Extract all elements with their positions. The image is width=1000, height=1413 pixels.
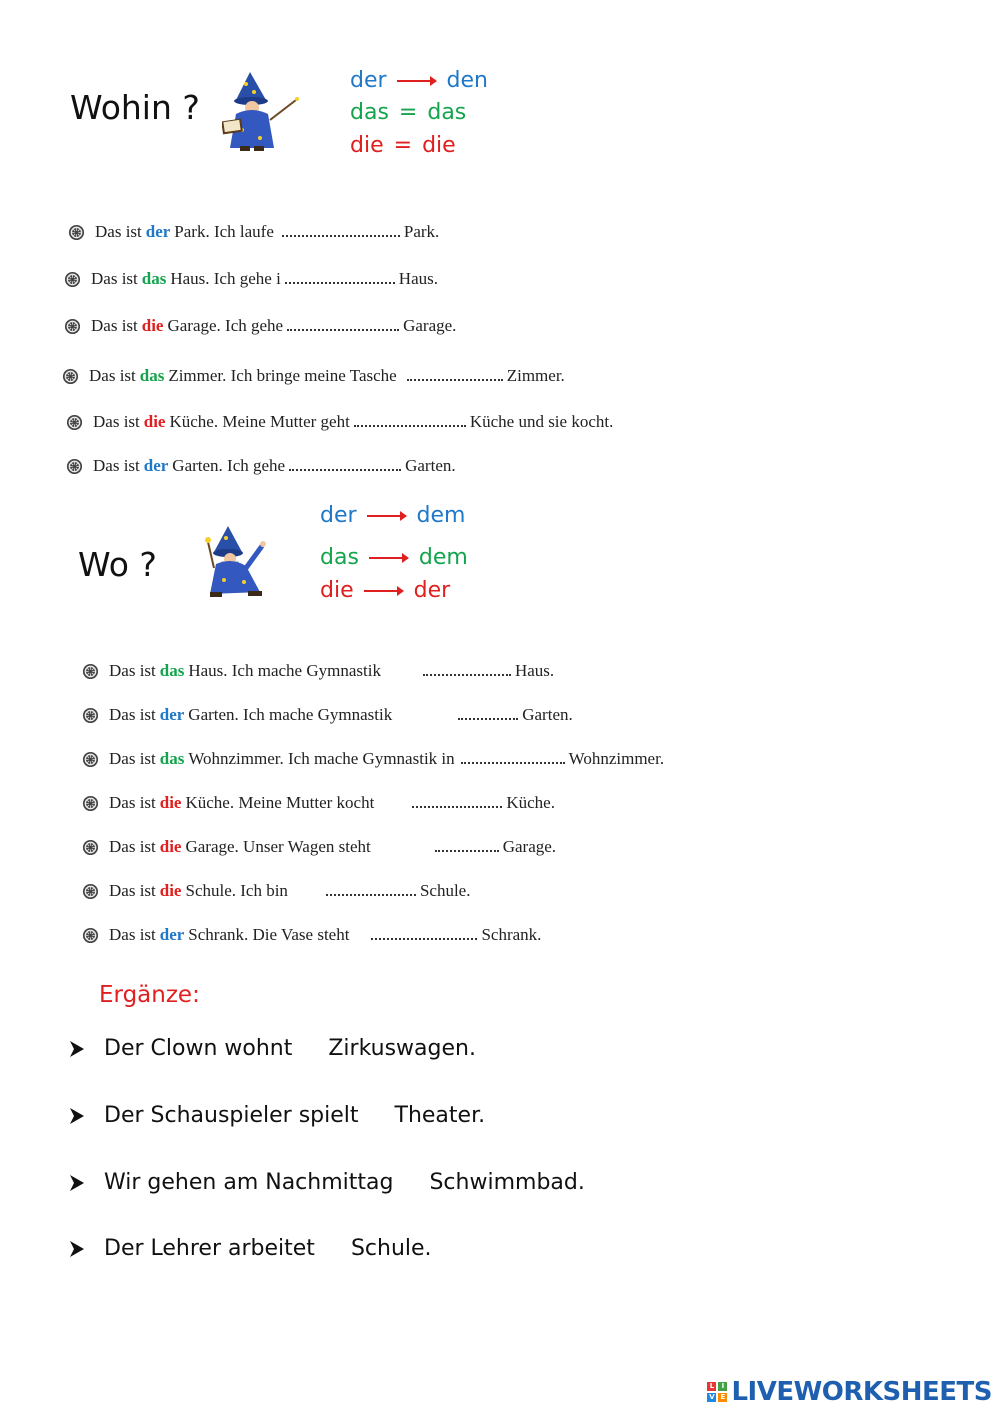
exercise-row (82, 793, 555, 813)
row-prefix: Das ist (109, 881, 156, 900)
row-noun: Garten. (405, 456, 456, 475)
row-article: die (159, 793, 182, 812)
bullet-icon (64, 318, 81, 335)
completion-row (70, 1036, 476, 1061)
rule-from: die (320, 578, 354, 603)
row-noun: Park. (403, 222, 440, 241)
row-sentence: Garten. Ich mache Gymnastik (188, 705, 393, 724)
bullet-icon (64, 271, 81, 288)
row-prefix: Das ist (91, 316, 138, 335)
bullet-icon (82, 927, 99, 944)
row-sentence: Garten. Ich gehe (172, 456, 286, 475)
row-prefix: Das ist (91, 269, 138, 288)
row-noun: Schule. (419, 881, 471, 900)
arrow-right-icon (357, 509, 417, 523)
rule-from: das (320, 545, 359, 570)
answer-blank[interactable] (435, 838, 499, 852)
row-noun: Schrank. (481, 925, 542, 944)
row-noun: Haus. (514, 661, 555, 680)
chevron-right-icon (70, 1041, 104, 1057)
bullet-icon (82, 883, 99, 900)
row-article: der (159, 705, 185, 724)
exercise-row (82, 881, 470, 901)
article-rule (350, 133, 456, 158)
exercise-row (82, 749, 664, 769)
logo-mark-icon (707, 1382, 727, 1402)
row-article: das (159, 749, 185, 768)
exercise-row (62, 366, 565, 386)
completion-row (70, 1170, 585, 1195)
row-sentence: Küche. Meine Mutter geht (169, 412, 350, 431)
completion-row (70, 1103, 485, 1128)
answer-blank[interactable] (282, 223, 400, 237)
completion-after: Theater. (394, 1103, 486, 1128)
answer-blank[interactable] (285, 270, 395, 284)
completion-gap[interactable] (393, 1172, 429, 1194)
row-article: die (143, 412, 166, 431)
row-sentence: Haus. Ich gehe i (170, 269, 281, 288)
bullet-icon (82, 707, 99, 724)
logo-letter: E (718, 1393, 727, 1402)
completion-gap[interactable] (292, 1038, 328, 1060)
section-title-ergaenze: Ergänze: (99, 982, 200, 1008)
liveworksheets-logo (707, 1375, 992, 1409)
exercise-row (82, 925, 541, 945)
logo-text: LIVEWORKSHEETS (731, 1377, 992, 1407)
article-rule (320, 545, 468, 570)
row-prefix: Das ist (109, 749, 156, 768)
row-article: der (159, 925, 185, 944)
answer-blank[interactable] (289, 457, 401, 471)
row-sentence: Garage. Ich gehe (167, 316, 284, 335)
row-article: die (141, 316, 164, 335)
exercise-row (82, 661, 554, 681)
exercise-row (82, 837, 556, 857)
answer-blank[interactable] (371, 926, 477, 940)
rule-from: der (320, 503, 357, 528)
row-prefix: Das ist (109, 793, 156, 812)
completion-gap[interactable] (315, 1238, 351, 1260)
row-noun: Wohnzimmer. (568, 749, 665, 768)
arrow-right-icon (387, 74, 447, 88)
row-sentence: Garage. Unser Wagen steht (185, 837, 371, 856)
answer-blank[interactable] (354, 413, 466, 427)
rule-from: der (350, 68, 387, 93)
equals-sign: = (398, 100, 418, 125)
completion-before: Der Clown wohnt (104, 1036, 293, 1061)
row-sentence: Haus. Ich mache Gymnastik (188, 661, 381, 680)
rule-to: die (422, 133, 456, 158)
bullet-icon (82, 839, 99, 856)
row-article: die (159, 837, 182, 856)
arrow-right-icon (359, 551, 419, 565)
chevron-right-icon (70, 1241, 104, 1257)
row-noun: Haus. (398, 269, 438, 288)
completion-before: Der Lehrer arbeitet (104, 1236, 315, 1261)
rule-to: das (427, 100, 467, 125)
exercise-row (66, 412, 613, 432)
section-title-wohin: Wohin ? (70, 88, 200, 127)
row-sentence: Küche. Meine Mutter kocht (185, 793, 375, 812)
rule-to: der (413, 578, 451, 603)
wizard-reading-icon (222, 70, 302, 152)
row-prefix: Das ist (95, 222, 142, 241)
row-prefix: Das ist (109, 837, 156, 856)
section-title-wo: Wo ? (78, 545, 157, 584)
exercise-row (68, 222, 439, 242)
bullet-icon (68, 224, 85, 241)
article-rule (350, 100, 466, 125)
answer-blank[interactable] (412, 794, 502, 808)
logo-letter: V (709, 1393, 715, 1401)
row-article: das (139, 366, 165, 385)
completion-after: Schwimmbad. (429, 1170, 585, 1195)
bullet-icon (62, 368, 79, 385)
exercise-row (64, 316, 456, 336)
chevron-right-icon (70, 1175, 104, 1191)
answer-blank[interactable] (423, 662, 511, 676)
row-noun: Garten. (522, 705, 573, 724)
logo-letter: I (718, 1382, 727, 1391)
answer-blank[interactable] (407, 367, 503, 381)
answer-blank[interactable] (458, 706, 518, 720)
rule-from: das (350, 100, 389, 125)
bullet-icon (66, 414, 83, 431)
row-noun: Garage. (502, 837, 557, 856)
row-noun: Küche und sie kocht. (469, 412, 614, 431)
row-prefix: Das ist (109, 925, 156, 944)
row-noun: Garage. (403, 316, 457, 335)
row-prefix: Das ist (89, 366, 136, 385)
completion-after: Zirkuswagen. (328, 1036, 476, 1061)
row-sentence: Park. Ich laufe (174, 222, 274, 241)
completion-before: Der Schauspieler spielt (104, 1103, 359, 1128)
bullet-icon (82, 795, 99, 812)
logo-letter: L (707, 1382, 716, 1391)
equals-sign: = (393, 133, 413, 158)
answer-blank[interactable] (287, 317, 399, 331)
exercise-row (82, 705, 573, 725)
rule-to: den (446, 68, 488, 93)
row-noun: Küche. (506, 793, 555, 812)
rule-from: die (350, 133, 384, 158)
row-article: der (145, 222, 171, 241)
chevron-right-icon (70, 1108, 104, 1124)
row-prefix: Das ist (93, 456, 140, 475)
row-sentence: Zimmer. Ich bringe meine Tasche (168, 366, 397, 385)
article-rule (350, 68, 488, 93)
rule-to: dem (416, 503, 466, 528)
row-sentence: Wohnzimmer. Ich mache Gymnastik in (188, 749, 455, 768)
rule-to: dem (418, 545, 468, 570)
row-prefix: Das ist (109, 705, 156, 724)
row-prefix: Das ist (93, 412, 140, 431)
article-rule (320, 503, 465, 528)
answer-blank[interactable] (326, 882, 416, 896)
row-article: die (159, 881, 182, 900)
bullet-icon (82, 663, 99, 680)
completion-before: Wir gehen am Nachmittag (104, 1170, 394, 1195)
completion-row (70, 1236, 432, 1261)
row-article: das (159, 661, 185, 680)
row-article: das (141, 269, 167, 288)
wizard-dancing-icon (204, 524, 270, 600)
exercise-row (64, 269, 438, 289)
arrow-right-icon (354, 584, 414, 598)
answer-blank[interactable] (461, 750, 565, 764)
completion-gap[interactable] (359, 1105, 395, 1127)
exercise-row (66, 456, 456, 476)
completion-after: Schule. (350, 1236, 432, 1261)
row-sentence: Schrank. Die Vase steht (188, 925, 350, 944)
bullet-icon (66, 458, 83, 475)
bullet-icon (82, 751, 99, 768)
row-prefix: Das ist (109, 661, 156, 680)
row-sentence: Schule. Ich bin (185, 881, 288, 900)
row-article: der (143, 456, 169, 475)
article-rule (320, 578, 450, 603)
row-noun: Zimmer. (506, 366, 565, 385)
